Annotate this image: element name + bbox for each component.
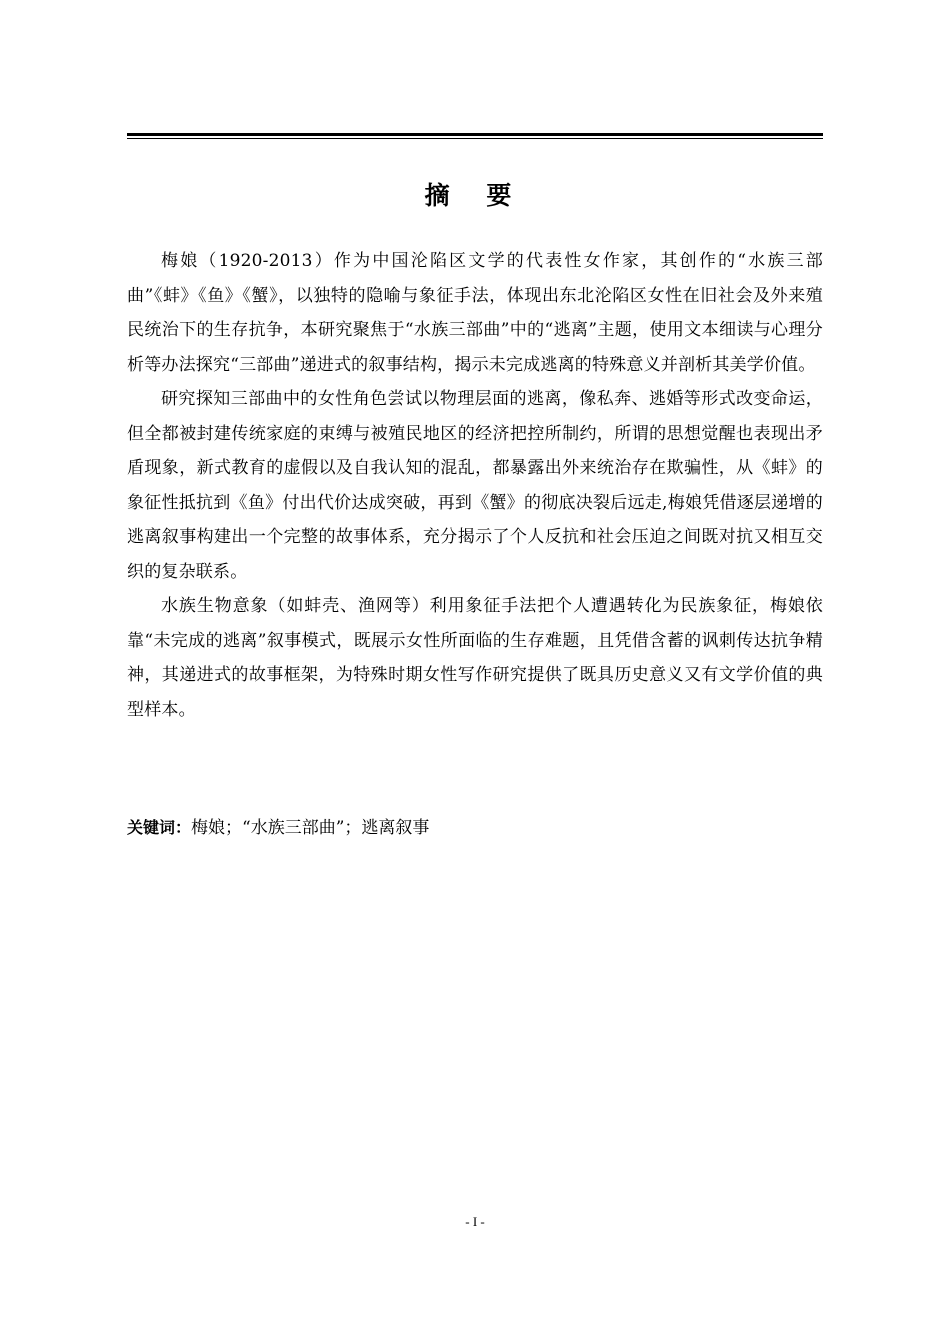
abstract-title: 摘 要 [424, 181, 526, 210]
abstract-paragraph-1: 梅娘（1920-2013）作为中国沦陷区文学的代表性女作家，其创作的“水族三部曲”《蚌》《鱼》《蟹》，以独特的隐喻与象征手法，体现出东北沦陷区女性在旧社会及外来殖民统治下的生存抗争，本研究聚焦于“水族三部曲”中的“逃离”主题，使用文本细读与心理分析等办法探究“三部曲”递进式的叙事结构，揭示未完成逃离的特殊意义并剖析其美学价值。 [127, 251, 823, 375]
abstract-paragraph-2: 研究探知三部曲中的女性角色尝试以物理层面的逃离，像私奔、逃婚等形式改变命运，但全都被封建传统家庭的束缚与被殖民地区的经济把控所制约，所谓的思想觉醒也表现出矛盾现象，新式教育的虚假以及自我认知的混乱，都暴露出外来统治存在欺骗性，从《蚌》的象征性抵抗到《鱼》付出代价达成突破，再到《蟹》的彻底决裂后远走,梅娘凭借逐层递增的逃离叙事构建出一个完整的故事体系，充分揭示了个人反抗和社会压迫之间既对抗又相互交织的复杂联系。 [127, 389, 823, 582]
abstract-paragraph-3: 水族生物意象（如蚌壳、渔网等）利用象征手法把个人遭遇转化为民族象征，梅娘依靠“未完成的逃离”叙事模式，既展示女性所面临的生存难题，且凭借含蓄的讽刺传达抗争精神，其递进式的故事框架，为特殊时期女性写作研究提供了既具历史意义又有文学价值的典型样本。 [127, 596, 823, 720]
keywords-label: 关键词： [127, 818, 192, 837]
page-number: - I - [465, 1214, 485, 1229]
keywords-text: 梅娘；“水族三部曲”；逃离叙事 [191, 818, 430, 838]
abstract-body [127, 244, 823, 727]
keywords-line [127, 812, 823, 844]
header-rule-thin [127, 138, 823, 139]
header-rule-thick [127, 133, 823, 136]
